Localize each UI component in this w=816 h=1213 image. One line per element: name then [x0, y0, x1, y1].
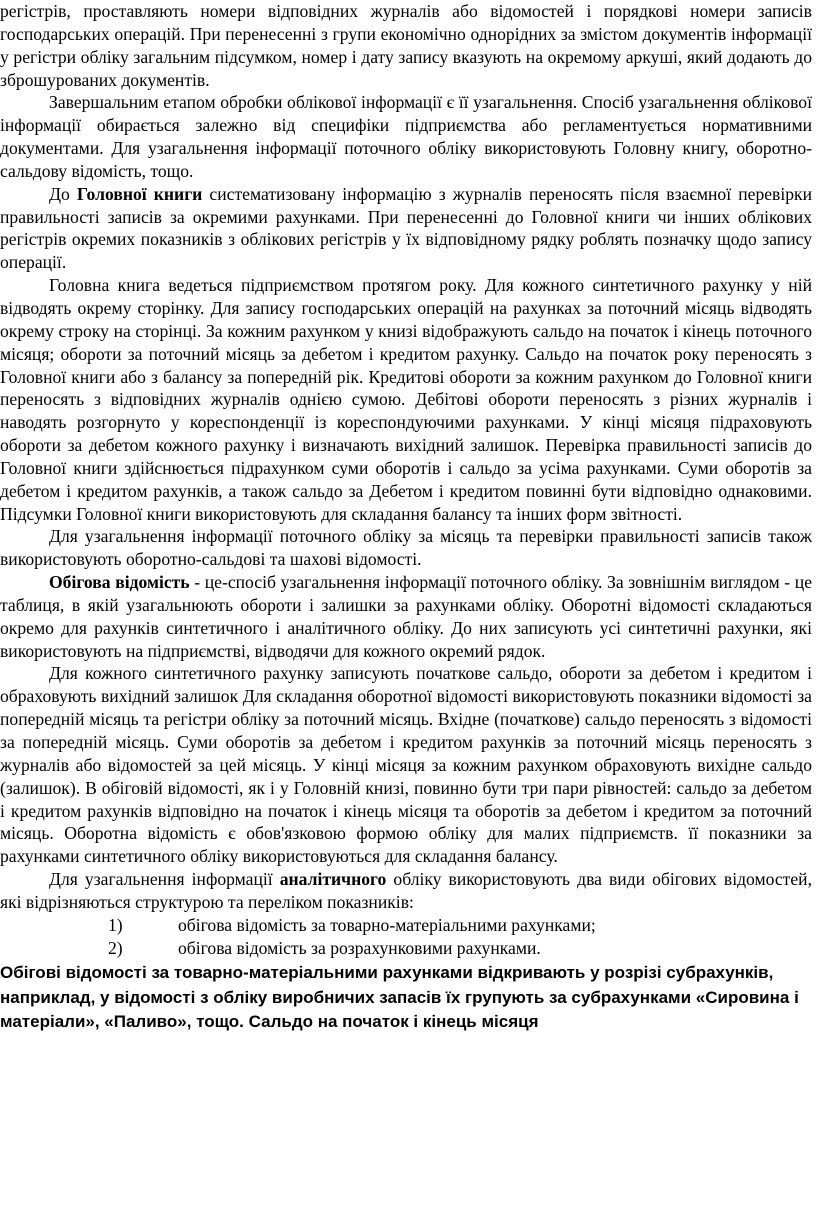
paragraph-turnover-sheet-definition [0, 571, 812, 662]
paragraph-generalization [0, 91, 812, 182]
paragraph-general-ledger-maintenance [0, 274, 812, 525]
bold-term-general-ledger: Головної книги [76, 183, 203, 204]
paragraph-intro-continuation [0, 0, 812, 91]
list-item-text: обігова відомість за розрахунковими рахунками. [178, 937, 541, 958]
paragraph-analytical-accounting [0, 868, 812, 914]
paragraph-text: - це-спосіб узагальнення інформації поточного обліку. За зовнішнім виглядом - це таблиця, в якій узагальнюють обороти і залишки за рахунками обліку. Оборотні відомості складаються окремо для рахунків синтетичного і аналітичного обліку. До них записують усі синтетичні рахунки, які використовують на підприємстві, відводячи для кожного окремий рядок. [0, 572, 812, 661]
paragraph-synthetic-account [0, 662, 812, 868]
paragraph-text: Головна книга ведеться підприємством протягом року. Для кожного синтетичного рахунку у ній відводять окрему сторінку. Для запису господарських операцій на рахунках за поточний місяць відводять окрему строку на сторінці. За кожним рахунком у книзі відображують сальдо на початок і кінець поточного місяця; обороти за поточний місяць за дебетом і кредитом рахунку. Сальдо на початок року переносять з Головної книги або з балансу за попередній рік. Кредитові обороти за кожним рахунком до Головної книги переносять з відповідних журналів однією сумою. Дебітові обороти переносять з різних журналів і наводять розгорнуто у кореспонденції із кореспондуючими рахунками. У кінці місяця підраховують обороти за дебетом кожного рахунку і визначають вихідний залишок. Перевірка правильності записів до Головної книги здійснюється підрахунком суми оборотів і сальдо за усіма рахунками. Суми оборотів за дебетом і кредитом рахунків, а також сальдо за Дебетом і кредитом повинні бути відповідно однаковими. Підсумки Головної книги використовують для складання балансу та інших форм звітності. [0, 275, 812, 524]
list-item-number: 1) [108, 914, 123, 935]
list-item-number: 2) [108, 937, 123, 958]
paragraph-text: обліку використовують два види обігових відомостей, які відрізняються структурою та переліком показників: [0, 869, 812, 912]
paragraph-text: Для узагальнення інформації [49, 869, 280, 890]
paragraph-text: До [49, 183, 77, 204]
bold-term-turnover-sheet: Обігова відомість [49, 572, 190, 593]
paragraph-text: Для кожного синтетичного рахунку записують початкове сальдо, обороти за дебетом і кредитом і обраховують вихідний залишок Для складання оборотної відомості використовують показники відомості за попередній місяць та регістри обліку за поточний місяць. Вхідне (початкове) сальдо переносять з відомості за попередній місяць. Суми оборотів за дебетом і кредитом рахунків за поточний місяць переносять з журналів або відомостей за цей місяць. У кінці місяця за кожним рахунком обраховують вихідне сальдо (залишок). В обіговій відомості, як і у Головній книзі, повинно бути три пари рівностей: сальдо за дебетом і кредитом рахунків відповідно на початок і кінець місяця та оборотів за дебетом і кредитом за поточний місяць. Оборотна відомість є обов'язковою формою обліку для малих підприємств. її показники за рахунками синтетичного обліку використовуються для складання балансу. [0, 663, 812, 867]
paragraph-text: Для узагальнення інформації поточного обліку за місяць та перевірки правильності записів також використовують оборотно-сальдові та шахові відомості. [0, 526, 812, 570]
list-item [0, 937, 812, 960]
list-item [0, 914, 812, 937]
paragraph-bold-closing [0, 959, 812, 1035]
paragraph-text: регістрів, проставляють номери відповідних журналів або відомостей і порядкові номери записів господарських операцій. При перенесенні з групи економічно однорідних за змістом документів інформації у регістри обліку загальним підсумком, номер і дату запису вказують на окремому аркуші, який додають до зброшурованих документів. [0, 1, 812, 90]
bold-term-analytical: аналітичного [279, 869, 387, 890]
paragraph-turnover-statements [0, 525, 812, 571]
paragraph-text: Обігові відомості за товарно-матеріальними рахунками відкривають у розрізі субрахунків, наприклад, у відомості з обліку виробничих запасів їх групують за субрахунками «Сировина і матеріали», «Паливо», тощо. Сальдо на початок і кінець місяця [0, 963, 799, 1032]
list-item-text: обігова відомість за товарно-матеріальними рахунками; [178, 914, 596, 935]
paragraph-text: Завершальним етапом обробки облікової інформації є її узагальнення. Спосіб узагальнення облікової інформації обирається залежно від специфіки підприємства або регламентується нормативними документами. Для узагальнення інформації поточного обліку використовують Головну книгу, оборотно-сальдову відомість, тощо. [0, 92, 812, 181]
paragraph-text: систематизовану інформацію з журналів переносять після взаємної перевірки правильності записів за окремими рахунками. При перенесенні до Головної книги чи інших облікових регістрів окремих показників з облікових регістрів у їх відповідному рядку роблять позначку щодо запису операції. [0, 183, 813, 273]
paragraph-general-ledger-transfer [0, 183, 812, 274]
